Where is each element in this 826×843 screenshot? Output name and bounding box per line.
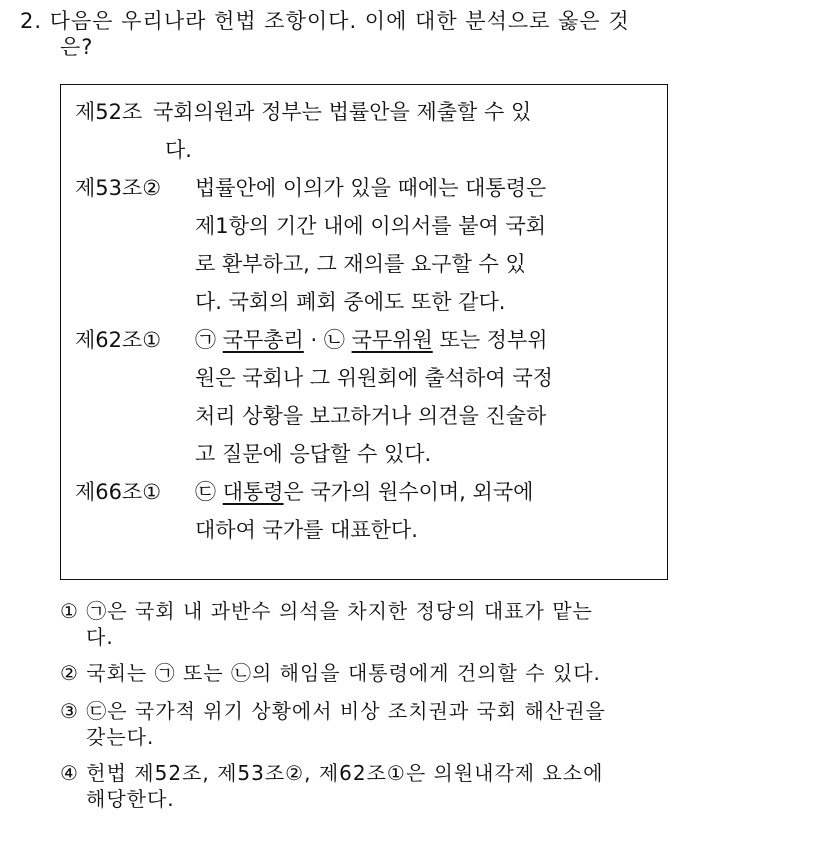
article-52-line-2: 다.: [165, 138, 192, 162]
article-62-line-2: 원은 국회나 그 위원회에 출석하여 국정: [195, 366, 553, 390]
article-62-line-4: 고 질문에 응답할 수 있다.: [195, 442, 432, 466]
option-1-line-1: ① ㉠은 국회 내 과반수 의석을 차지한 정당의 대표가 맡는: [60, 599, 593, 623]
article-53-line-4: 다. 국회의 폐회 중에도 또한 같다.: [195, 290, 506, 314]
article-62-line-1: [195, 321, 665, 359]
term-state-council-member: 국무위원: [351, 328, 433, 352]
article-62-head: 제62조①: [75, 328, 162, 352]
article-53-line-1: 법률안에 이의가 있을 때에는 대통령은: [195, 176, 547, 200]
article-66-line-1: [195, 473, 665, 511]
option-1-line-2: 다.: [86, 625, 114, 649]
question-line-2: 은?: [60, 35, 94, 59]
option-3-line-2: 갖는다.: [86, 725, 155, 749]
marker-b: ㉡: [323, 328, 345, 352]
option-4[interactable]: [60, 760, 780, 812]
article-62-body: [195, 321, 665, 473]
article-66-line-1-rest: 은 국가의 원수이며, 외국에: [283, 480, 534, 504]
term-prime-minister: 국무총리: [222, 328, 304, 352]
article-53-head: 제53조②: [75, 176, 162, 200]
marker-c: ㉢: [195, 480, 216, 504]
option-2[interactable]: [60, 660, 780, 686]
article-53-line-3: 로 환부하고, 그 재의를 요구할 수 있: [195, 252, 526, 276]
marker-a: ㉠: [195, 328, 216, 352]
option-3[interactable]: [60, 698, 780, 750]
article-52-line-1: 국회의원과 정부는 법률안을 제출할 수 있: [153, 100, 532, 124]
option-3-line-1: ③ ㉢은 국가적 위기 상황에서 비상 조치권과 국회 해산권을: [60, 699, 606, 723]
article-62-line-1-rest: 또는 정부위: [439, 328, 548, 352]
article-66-head: 제66조①: [75, 480, 162, 504]
question-stem: [20, 8, 780, 60]
question-line-1: 2. 다음은 우리나라 헌법 조항이다. 이에 대한 분석으로 옳은 것: [20, 9, 630, 33]
article-53-line-2: 제1항의 기간 내에 이의서를 붙여 국회: [195, 214, 547, 238]
option-4-line-2: 해당한다.: [86, 787, 175, 811]
article-52-head: 제52조: [75, 100, 143, 124]
article-66-line-2: 대하여 국가를 대표한다.: [195, 518, 418, 542]
middle-dot: ·: [310, 328, 318, 352]
article-66-body: [195, 473, 665, 549]
term-president: 대통령: [222, 480, 284, 504]
article-62-line-3: 처리 상황을 보고하거나 의견을 진술하: [195, 404, 547, 428]
constitution-article-box: [60, 84, 668, 580]
article-53-body: [195, 169, 665, 321]
option-4-line-1: ④ 헌법 제52조, 제53조②, 제62조①은 의원내각제 요소에: [60, 761, 604, 785]
option-1[interactable]: [60, 598, 780, 650]
article-52-body: [153, 93, 665, 169]
option-2-line-1: ② 국회는 ㉠ 또는 ㉡의 해임을 대통령에게 건의할 수 있다.: [60, 661, 601, 685]
